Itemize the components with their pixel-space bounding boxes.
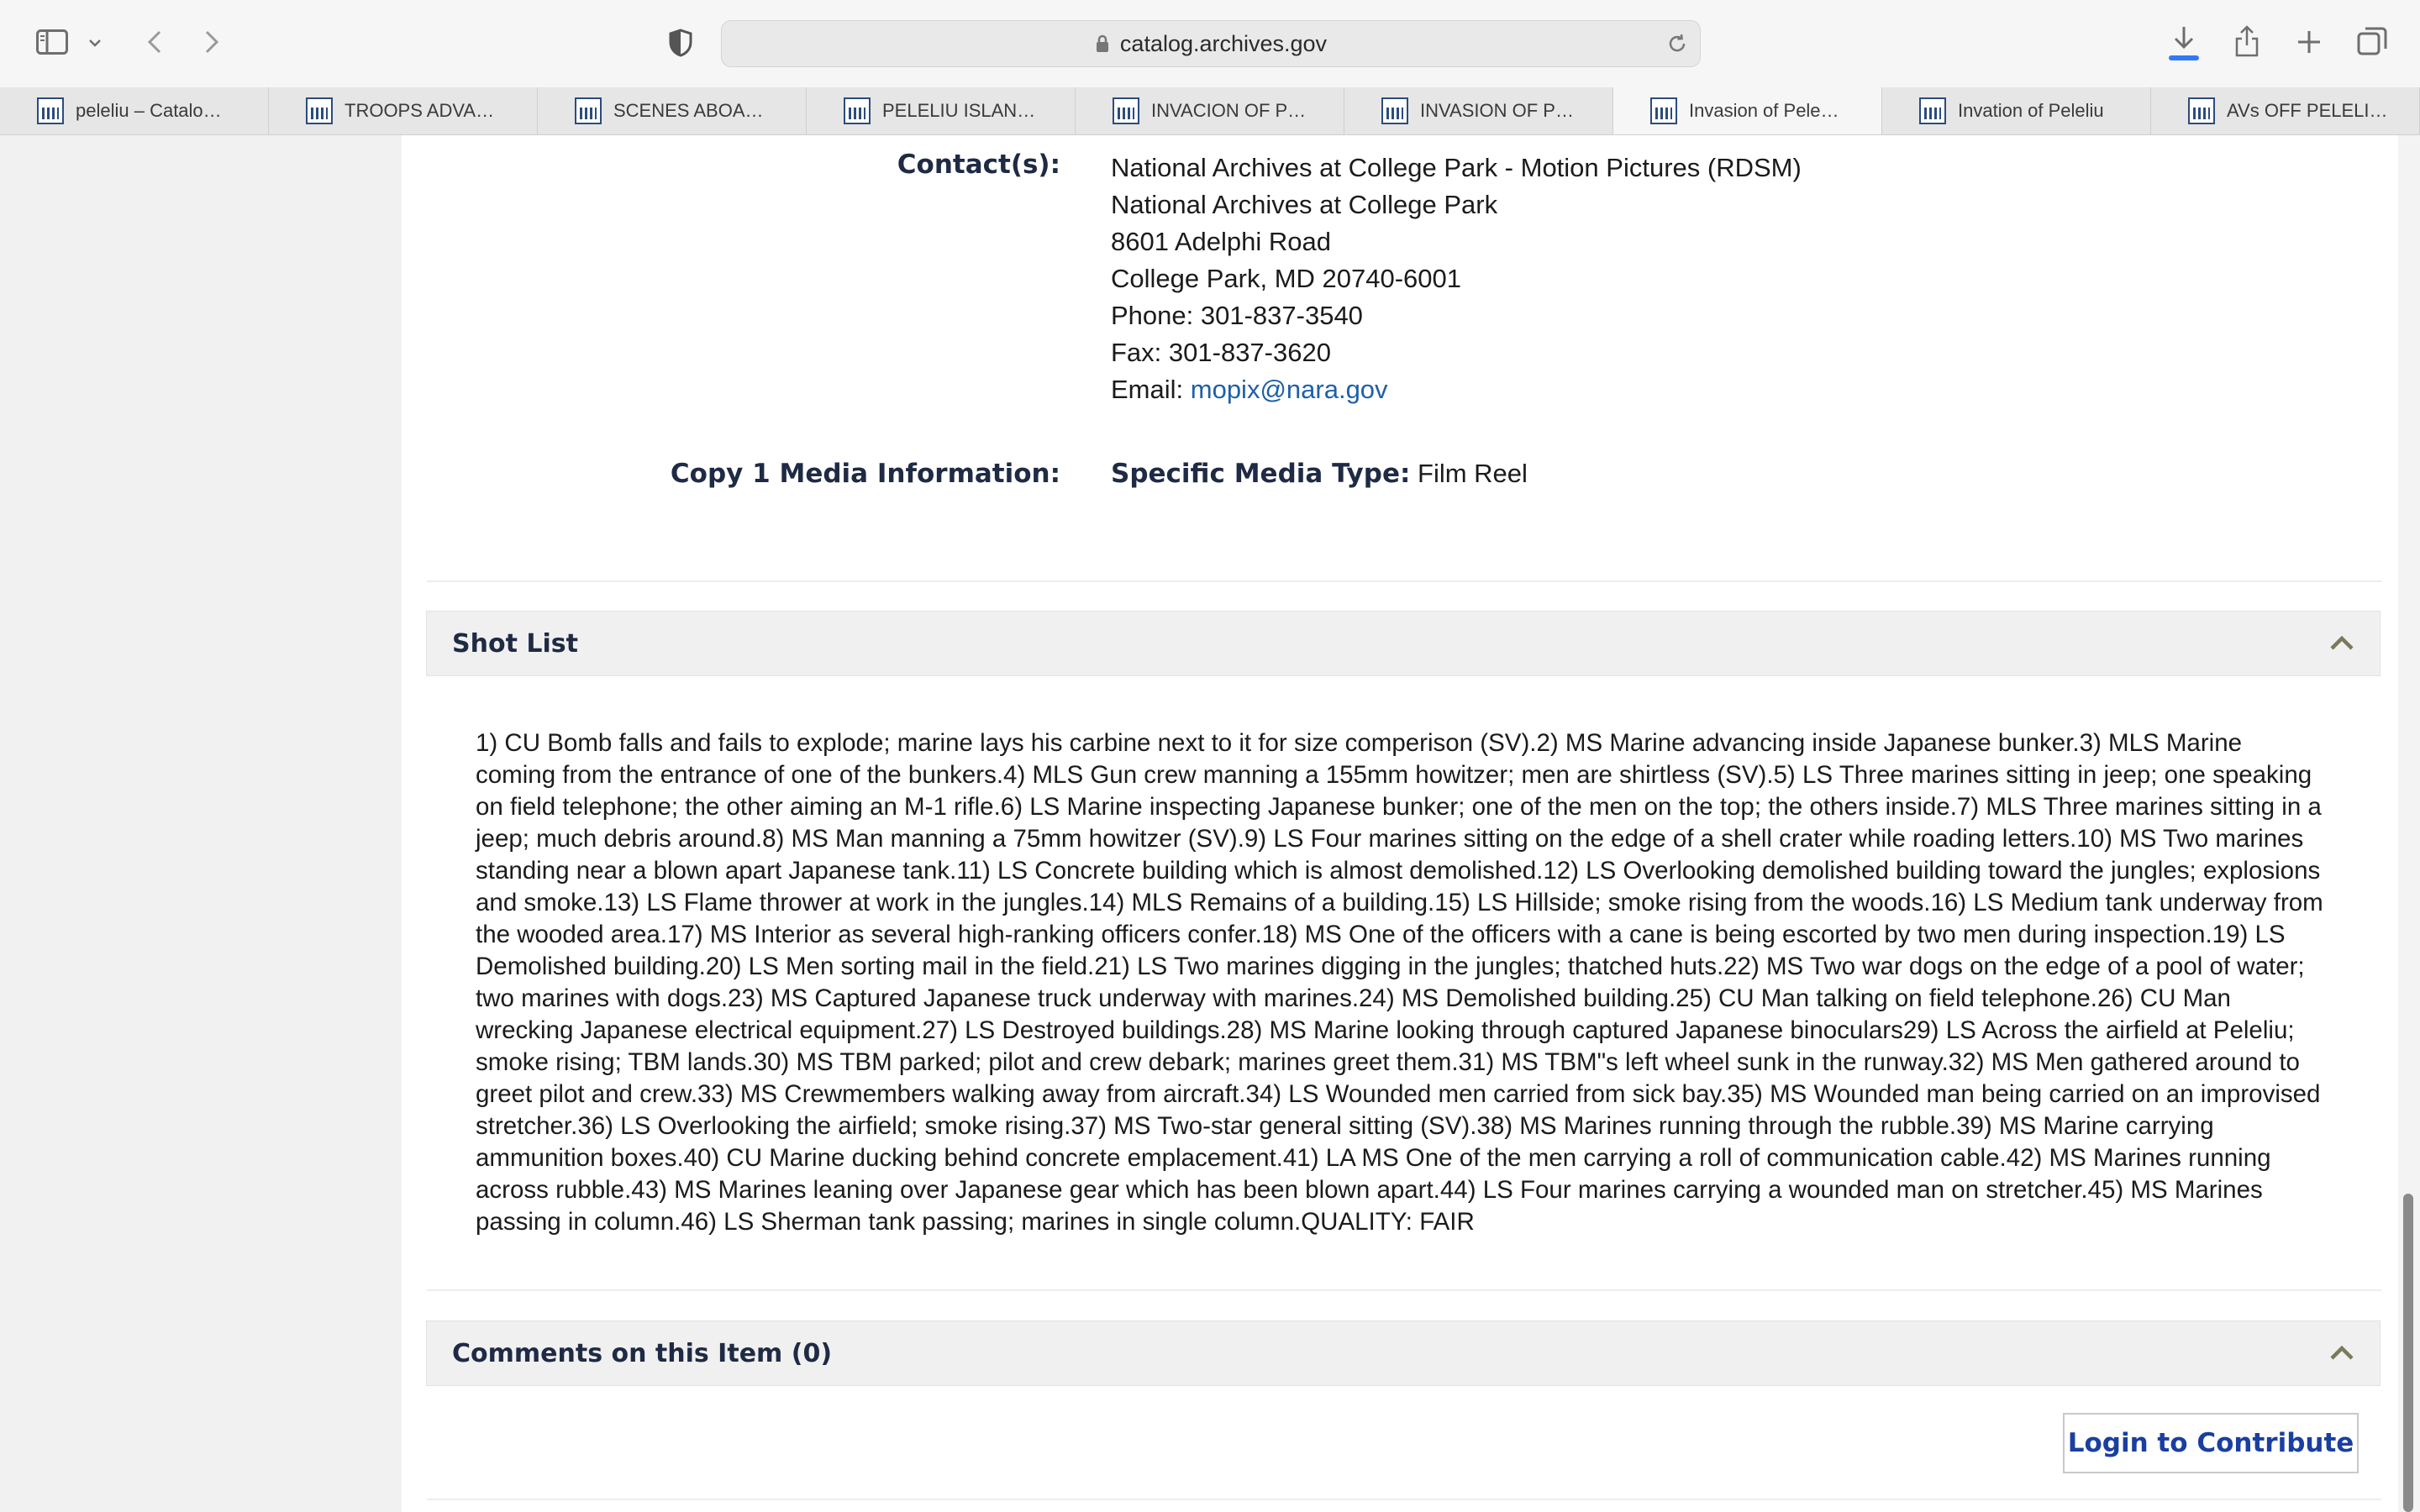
url-text: catalog.archives.gov bbox=[1119, 30, 1328, 56]
comments-title: Comments on this Item (0) bbox=[452, 1338, 833, 1368]
tab-troops-advancing[interactable] bbox=[269, 87, 538, 134]
archives-favicon-icon bbox=[37, 97, 64, 124]
archives-favicon-icon bbox=[306, 97, 333, 124]
email-prefix: Email: bbox=[1111, 375, 1191, 404]
tab-label: PELELIU ISLAN… bbox=[882, 100, 1036, 121]
section-divider bbox=[427, 1499, 2381, 1500]
media-type-value: Film Reel bbox=[1418, 459, 1528, 488]
contact-line: National Archives at College Park - Motion Pictures (RDSM) bbox=[1111, 153, 1802, 182]
tab-bar bbox=[0, 87, 2420, 135]
tab-label: INVASION OF P… bbox=[1420, 100, 1574, 121]
archives-favicon-icon bbox=[844, 97, 871, 124]
comments-header[interactable] bbox=[426, 1320, 2381, 1386]
forward-icon[interactable] bbox=[195, 25, 229, 59]
scrollbar[interactable] bbox=[2398, 135, 2420, 1512]
section-divider bbox=[427, 580, 2381, 582]
privacy-shield-icon[interactable] bbox=[664, 25, 697, 60]
address-bar[interactable] bbox=[721, 20, 1701, 67]
contact-line: Phone: 301-837-3540 bbox=[1111, 301, 1363, 330]
tab-invacion-of-peleliu[interactable] bbox=[1076, 87, 1344, 134]
tab-label: TROOPS ADVA… bbox=[345, 100, 495, 121]
email-line bbox=[1111, 371, 1802, 408]
tab-invation-of-peleliu[interactable] bbox=[1882, 87, 2151, 134]
email-link[interactable]: mopix@nara.gov bbox=[1190, 375, 1388, 404]
shot-list-text: 1) CU Bomb falls and fails to explode; marine lays his carbine next to it for size comperison (SV).2) MS Marine advancing inside Japanese bunker.3) MLS Marine coming from the entrance of one of the bunkers.4) MLS Gun crew manning a 155mm howitzer; men are shirtless (SV).5) LS Three marines sitting in jeep; one speaking on field telephone; the other aiming an M-1 rifle.6) LS Marine inspecting Japanese bunker; one of the men on the top; the others inside.7) MLS Three marines sitting in a jeep; much debris around.8) MS Man manning a 75mm howitzer (SV).9) LS Four marines sitting on the edge of a shell crater while roading letters.10) MS Two marines standing near a blown apart Japanese tank.11) LS Concrete building which is almost demolished.12) LS Overlooking demolished building toward the jungles; explosions and smoke.13) LS Flame thrower at work in the jungles.14) MLS Remains of a building.15) LS Hillside; smoke rising from the woods.16) LS Medium tank underway from the wooded area.17) MS Interior as several high-ranking officers confer.18) MS One of the officers with a cane is being escorted by two men during inspection.19) LS Demolished building.20) LS Men sorting mail in the field.21) LS Two marines digging in the jungles; thatched huts.22) MS Two war dogs on the edge of a pool of water; two marines with dogs.23) MS Captured Japanese truck underway with marines.24) MS Demolished building.25) CU Man talking on field telephone.26) CU Man wrecking Japanese electrical equipment.27) LS Destroyed buildings.28) MS Marine looking through captured Japanese binoculars29) LS Across the airfield at Peleliu; smoke rising; TBM lands.30) MS TBM parked; pilot and crew debark; marines greet them.31) MS TBM"s left wheel sunk in the runway.32) MS Men gathered around to greet pilot and crew.33) MS Crewmembers walking away from aircraft.34) LS Wounded men carried from sick bay.35) MS Wounded man being carried on an improvised stretcher.36) LS Overlooking the airfield; smoke rising.37) MS Two-star general sitting (SV).38) MS Marines running through the rubble.39) MS Marine carrying ammunition boxes.40) CU Marine ducking behind concrete emplacement.41) LA MS One of the men carrying a roll of communication cable.42) MS Marines running across rubble.43) MS Marines leaning over Japanese gear which has been blown apart.44) LS Four marines carrying a wounded man on stretcher.45) MS Marines passing in column.46) LS Sherman tank passing; marines in single column.QUALITY: FAIR bbox=[476, 729, 2323, 1236]
shot-list-header[interactable] bbox=[426, 611, 2381, 676]
tab-label: SCENES ABOA… bbox=[613, 100, 764, 121]
contact-line: College Park, MD 20740-6001 bbox=[1111, 264, 1462, 293]
contact-line: Fax: 301-837-3620 bbox=[1111, 338, 1331, 367]
media-info-label: Copy 1 Media Information: bbox=[670, 459, 1060, 489]
tab-peleliu-catalog[interactable] bbox=[0, 87, 269, 134]
tab-overview-icon[interactable] bbox=[2354, 24, 2390, 59]
browser-toolbar bbox=[0, 0, 2420, 88]
shot-list-title: Shot List bbox=[452, 628, 578, 659]
lock-icon bbox=[1095, 34, 1110, 54]
chevron-up-icon[interactable] bbox=[2329, 634, 2354, 655]
download-icon[interactable] bbox=[2165, 22, 2203, 64]
tab-label: Invation of Peleliu bbox=[1958, 100, 2104, 121]
media-info bbox=[1111, 459, 1528, 489]
tab-avs-off-peleliu[interactable] bbox=[2151, 87, 2420, 134]
media-type-key: Specific Media Type: bbox=[1111, 459, 1411, 489]
new-tab-icon[interactable] bbox=[2292, 25, 2326, 59]
share-icon[interactable] bbox=[2230, 22, 2264, 60]
contact-label: Contact(s): bbox=[897, 150, 1060, 180]
back-icon[interactable] bbox=[138, 25, 171, 59]
tab-label: peleliu – Catalo… bbox=[76, 100, 222, 121]
contact-line: National Archives at College Park bbox=[1111, 190, 1498, 219]
scrollbar-thumb[interactable] bbox=[2403, 1194, 2413, 1512]
chevron-down-icon[interactable] bbox=[82, 30, 108, 55]
contact-details bbox=[1111, 150, 1802, 408]
sidebar-icon[interactable] bbox=[34, 27, 71, 57]
reload-icon[interactable] bbox=[1666, 33, 1688, 55]
left-rail bbox=[0, 135, 402, 1512]
tab-scenes-aboard[interactable] bbox=[538, 87, 807, 134]
archives-favicon-icon bbox=[2188, 97, 2215, 124]
contact-line: 8601 Adelphi Road bbox=[1111, 227, 1332, 256]
tab-invasion-of-peleliu-active[interactable] bbox=[1613, 87, 1882, 134]
tab-label: AVs OFF PELELI… bbox=[2227, 100, 2388, 121]
tab-label: Invasion of Pele… bbox=[1689, 100, 1839, 121]
archives-favicon-icon bbox=[1919, 97, 1946, 124]
archives-favicon-icon bbox=[1113, 97, 1139, 124]
tab-label: INVACION OF P… bbox=[1151, 100, 1307, 121]
archives-favicon-icon bbox=[575, 97, 602, 124]
tab-peleliu-island[interactable] bbox=[807, 87, 1076, 134]
chevron-up-icon[interactable] bbox=[2329, 1344, 2354, 1365]
login-to-contribute-button[interactable]: Login to Contribute bbox=[2063, 1413, 2359, 1473]
section-divider bbox=[427, 1289, 2381, 1291]
tab-invasion-of-peleliu-caps[interactable] bbox=[1344, 87, 1613, 134]
archives-favicon-icon bbox=[1650, 97, 1677, 124]
archives-favicon-icon bbox=[1381, 97, 1408, 124]
